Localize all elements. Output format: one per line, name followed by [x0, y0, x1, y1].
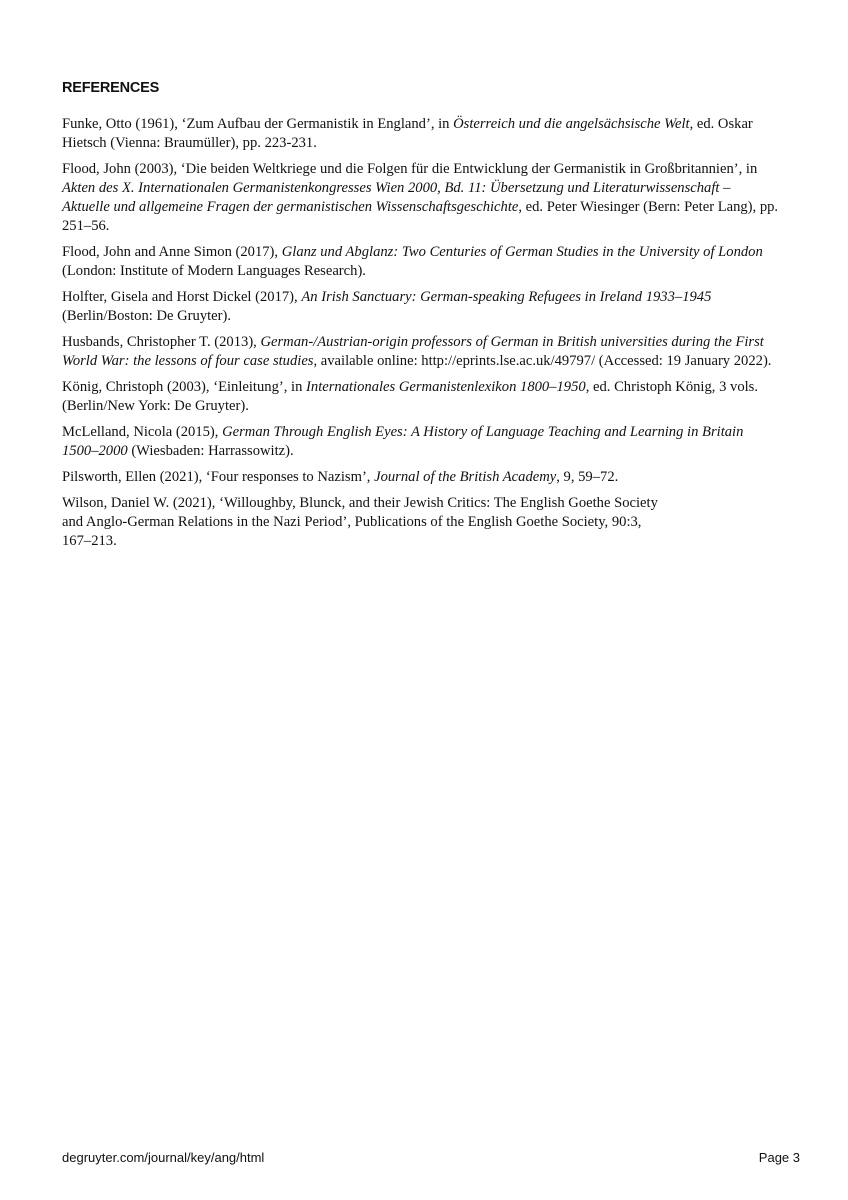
reference-title-italic: Glanz und Abglanz: Two Centuries of German Studies in the University of London: [281, 244, 763, 260]
reference-text: König, Christoph (2003), ‘Einleitung’, in: [62, 379, 307, 395]
reference-title-italic: German Through English Eyes: A History of Language Teaching and Learning in Britain 1500–2000: [62, 424, 744, 459]
reference-text: Flood, John and Anne Simon (2017),: [62, 244, 282, 260]
reference-title-italic: Österreich und die angelsächsische Welt: [453, 116, 690, 132]
reference-entry: [62, 333, 822, 371]
reference-text: , 9, 59–72.: [556, 469, 619, 485]
reference-entry: [62, 243, 822, 281]
reference-title-italic: Journal of the British Academy: [374, 469, 557, 485]
footer-url: degruyter.com/journal/key/ang/html: [62, 1150, 265, 1165]
reference-text: Husbands, Christopher T. (2013),: [62, 334, 261, 350]
reference-text: , ed. Christoph König, 3 vols. (Berlin/New York: De Gruyter).: [62, 379, 758, 414]
page-number: Page 3: [758, 1150, 800, 1165]
reference-title-italic: An Irish Sanctuary: German-speaking Refugees in Ireland 1933–1945: [301, 289, 712, 305]
reference-title-italic: Internationales Germanistenlexikon 1800–1950: [306, 379, 586, 395]
reference-text: McLelland, Nicola (2015),: [62, 424, 223, 440]
reference-entry: [62, 468, 822, 487]
reference-text: , ed. Peter Wiesinger (Bern: Peter Lang), pp. 251–56.: [62, 199, 779, 234]
reference-entry: [62, 160, 822, 236]
reference-text: (Wiesbaden: Harrassowitz).: [127, 443, 294, 459]
reference-text: Flood, John (2003), ‘Die beiden Weltkriege und die Folgen für die Entwicklung der Germanistik in Großbritannien’, in: [62, 161, 758, 177]
reference-text: Wilson, Daniel W. (2021), ‘Willoughby, Blunck, and their Jewish Critics: The English Goethe Society and Anglo-German Relations in the Nazi Period’, Publications of the English Goethe Society, 90:3, 167–213.: [62, 495, 658, 549]
reference-entry: [62, 494, 822, 551]
reference-text: Holfter, Gisela and Horst Dickel (2017),: [62, 289, 302, 305]
reference-list: [62, 115, 822, 558]
reference-entry: [62, 378, 822, 416]
reference-title-italic: Akten des X. Internationalen Germanistenkongresses Wien 2000, Bd. 11: Übersetzung und Literaturwissenschaft – Aktuelle und allgemeine Fragen der germanistischen Wissenschaftsgeschichte: [62, 180, 731, 215]
reference-text: (Berlin/Boston: De Gruyter).: [62, 308, 232, 324]
reference-entry: [62, 115, 822, 153]
reference-entry: [62, 423, 822, 461]
reference-text: (London: Institute of Modern Languages Research).: [62, 263, 366, 279]
reference-text: Pilsworth, Ellen (2021), ‘Four responses to Nazism’,: [62, 469, 375, 485]
reference-text: Funke, Otto (1961), ‘Zum Aufbau der Germanistik in England’, in: [62, 116, 454, 132]
references-heading: REFERENCES: [62, 80, 160, 96]
reference-entry: [62, 288, 822, 326]
reference-title-italic: German-/Austrian-origin professors of German in British universities during the First World War: the lessons of four case studies: [62, 334, 764, 369]
reference-text: , available online: http://eprints.lse.ac.uk/49797/ (Accessed: 19 January 2022).: [313, 353, 772, 369]
reference-text: , ed. Oskar Hietsch (Vienna: Braumüller), pp. 223-231.: [62, 116, 753, 151]
